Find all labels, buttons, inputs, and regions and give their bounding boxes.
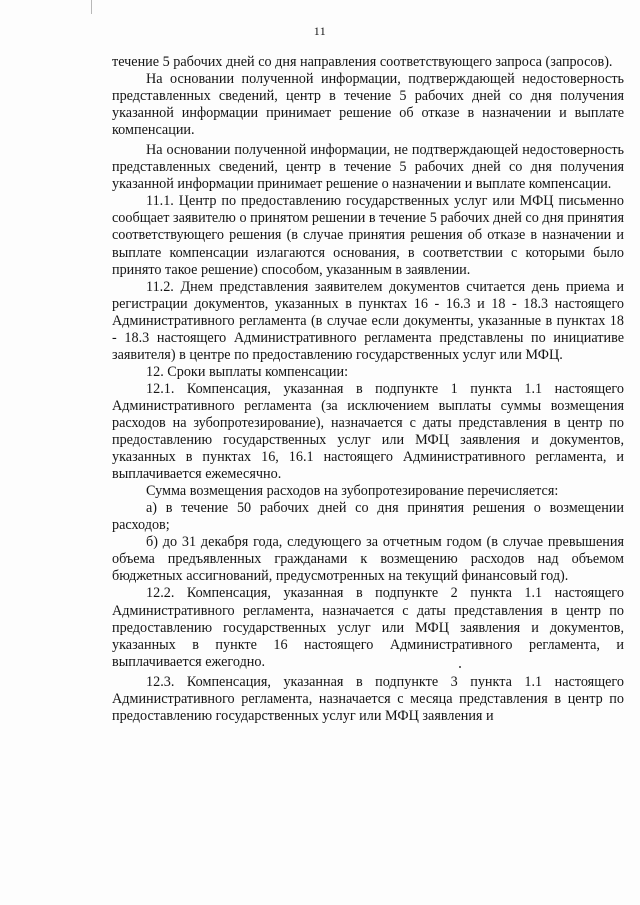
paragraph-item-b: б) до 31 декабря года, следующего за отчетным годом (в случае превышения объема предъявленных гражданами к возмещению расходов над объемом бюджетных ассигнований, предусмотренных на текущий финансовый год). (112, 534, 624, 585)
page-number: 11 (313, 24, 327, 38)
scan-edge-mark (91, 0, 92, 14)
paragraph-item-a: а) в течение 50 рабочих дней со дня принятия решения о возмещении расходов; (112, 500, 624, 534)
paragraph-continuation: течение 5 рабочих дней со дня направления соответствующего запроса (запросов). (112, 54, 613, 70)
paragraph-dental-sum: Сумма возмещения расходов на зубопротезирование перечисляется: (146, 483, 559, 500)
paragraph-12-1: 12.1. Компенсация, указанная в подпункте 1 пункта 1.1 настоящего Административного регламента (за исключением выплаты суммы возмещения расходов на зубопротезирование), назначается с даты представления в центр по предоставлению государственных услуг или МФЦ заявления и документов, указанных в пунктах 16, 16.1 настоящего Административного регламента, и выплачивается ежемесячно. (112, 380, 624, 483)
paragraph-12-2: 12.2. Компенсация, указанная в подпункте 2 пункта 1.1 настоящего Административного регламента, назначается с даты представления в центр по предоставлению государственных услуг или МФЦ заявления и документов, указанных в пункте 16 настоящего Административного регламента, и выплачивается ежегодно. (112, 585, 624, 670)
paragraph-11-1: 11.1. Центр по предоставлению государственных услуг или МФЦ письменно сообщает заявителю о принятом решении в течение 5 рабочих дней со дня принятия соответствующего решения (в случае принятия решения об отказе в назначении и выплате компенсации излагаются основания, в соответствии с которыми было принято такое решение) способом, указанным в заявлении. (112, 193, 624, 278)
paragraph-approval-basis: На основании полученной информации, не подтверждающей недостоверность представленных сведений, центр в течение 5 рабочих дней со дня получения указанной информации принимает решение о назначении и выплате компенсации. (112, 142, 624, 193)
paragraph-11-2: 11.2. Днем представления заявителем документов считается день приема и регистрации документов, указанных в пунктах 16 - 16.3 и 18 - 18.3 настоящего Административного регламента (в случае если документы, указанные в пунктах 18 - 18.3 настоящего Административного регламента представлены по инициативе заявителя) в центре по предоставлению государственных услуг или МФЦ. (112, 278, 624, 363)
document-body (112, 54, 624, 725)
paragraph-12-heading: 12. Сроки выплаты компенсации: (146, 363, 349, 380)
paragraph-refusal-basis: На основании полученной информации, подтверждающей недостоверность представленных сведений, центр в течение 5 рабочих дней со дня получения указанной информации принимает решение об отказе в назначении и выплате компенсации. (112, 71, 624, 139)
paragraph-12-3: 12.3. Компенсация, указанная в подпункте 3 пункта 1.1 настоящего Административного регламента, назначается с месяца представления в центр по предоставлению государственных услуг или МФЦ заявления и (112, 673, 624, 724)
scan-speck (459, 666, 461, 668)
